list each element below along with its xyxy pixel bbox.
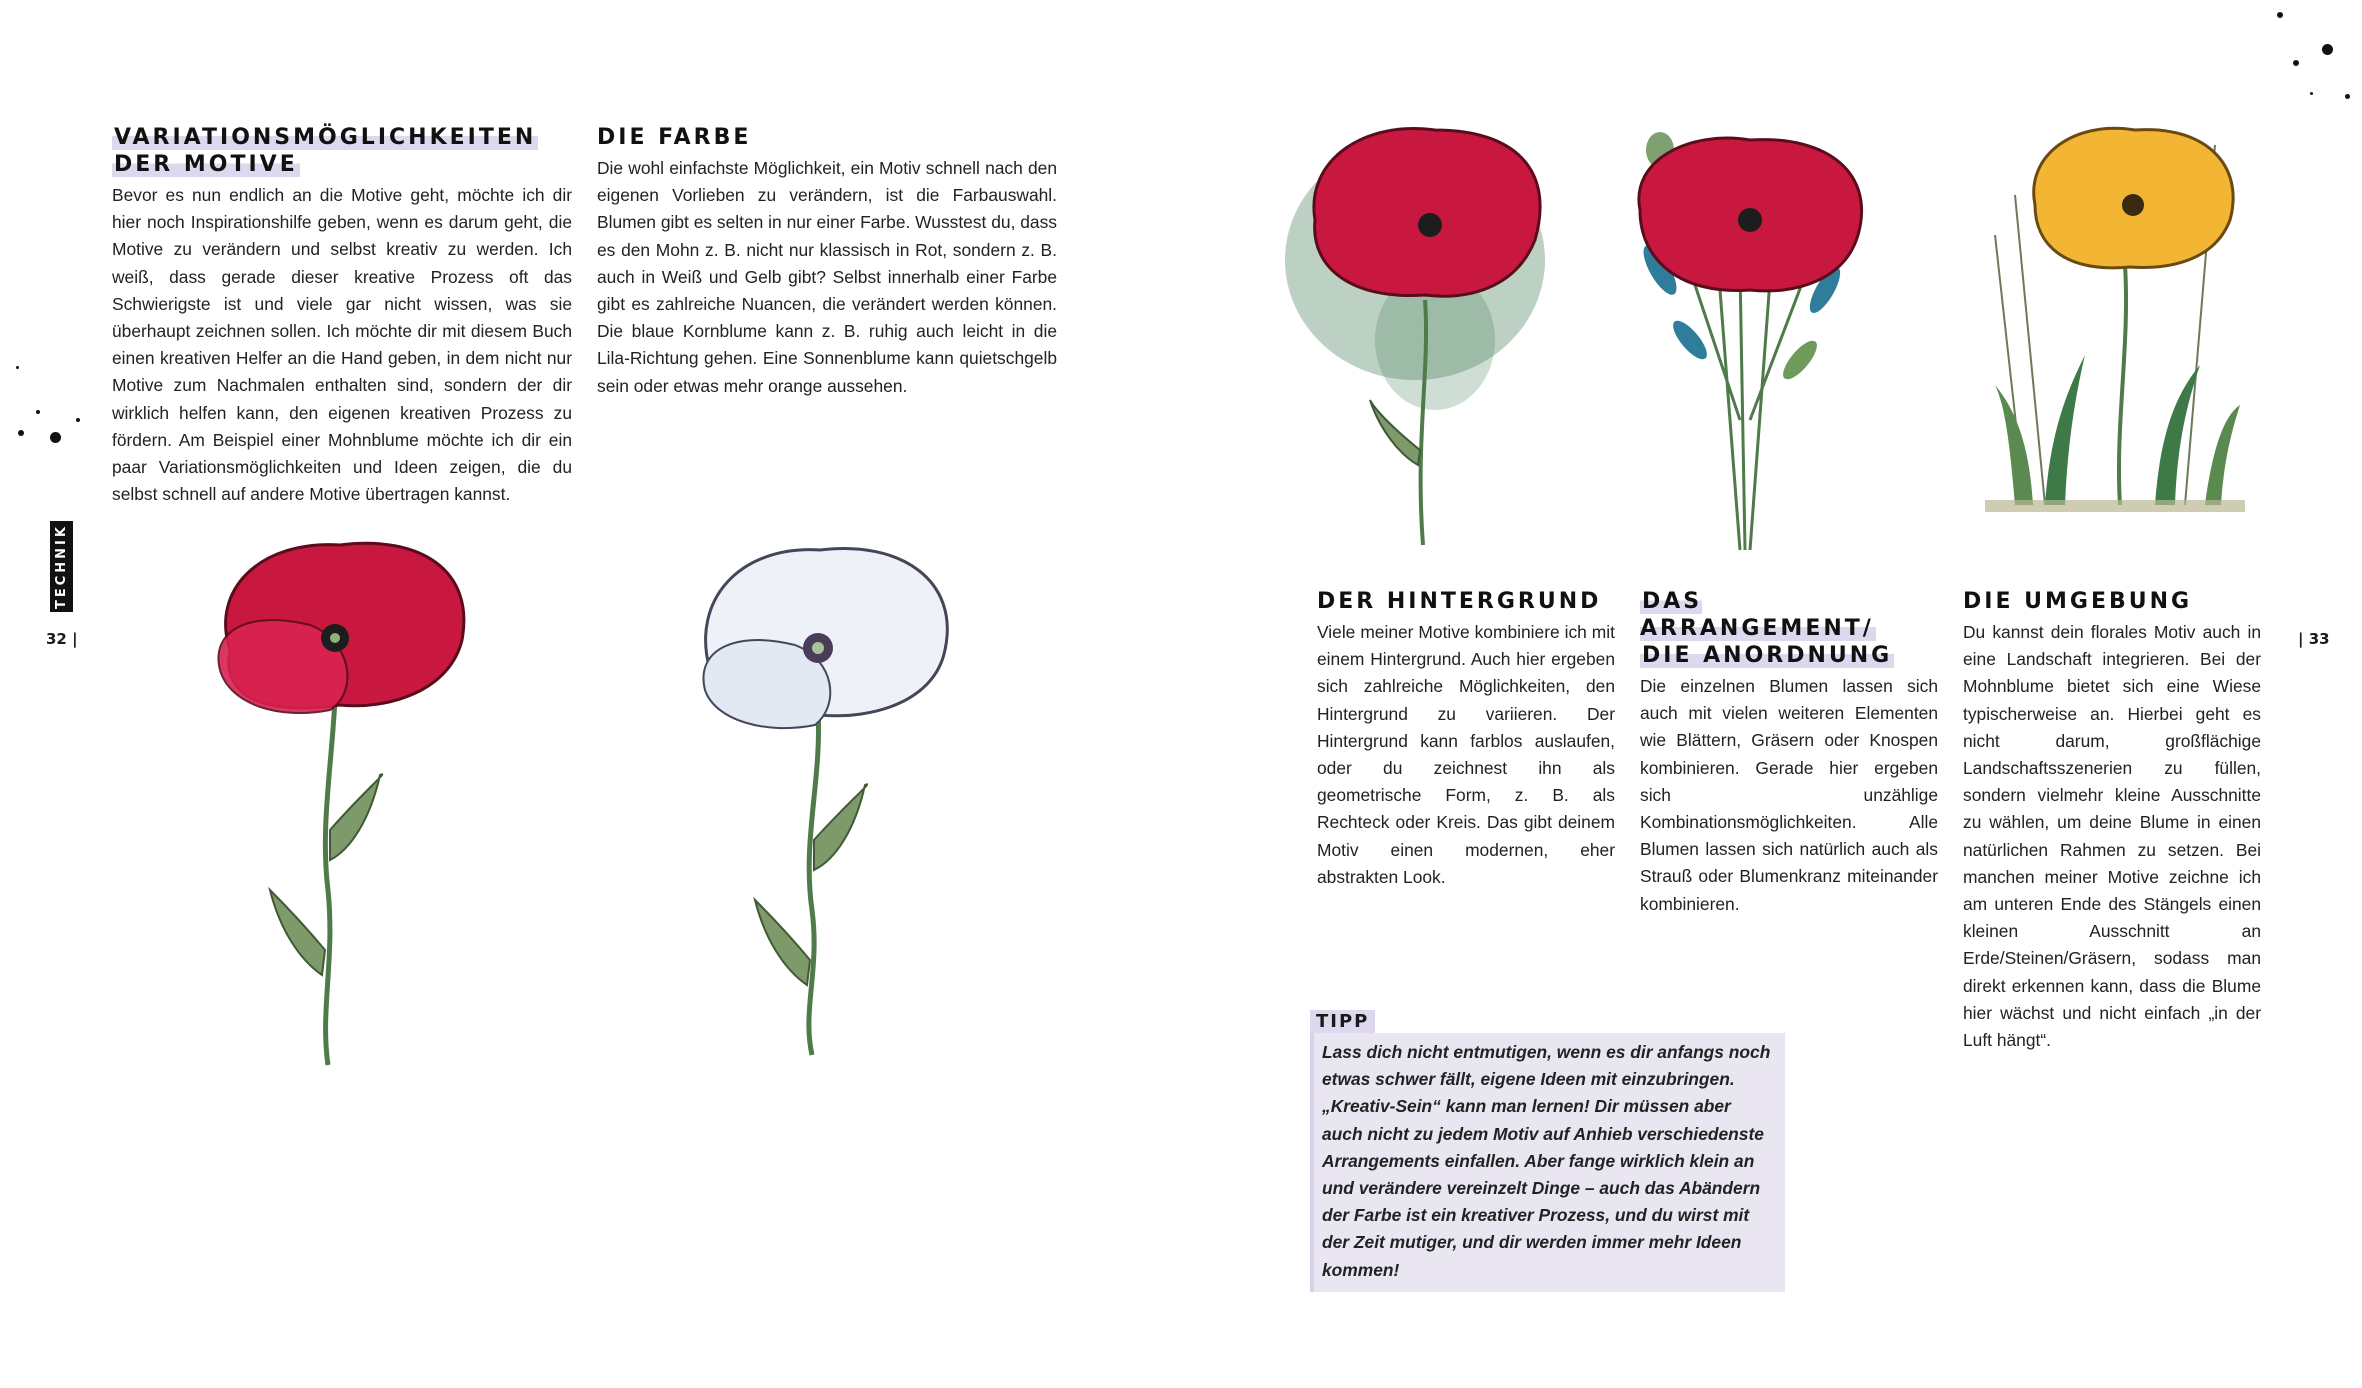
poppy-center	[2122, 194, 2144, 216]
ink-dot	[2277, 12, 2283, 18]
farbe-heading: DIE FARBE	[597, 125, 752, 150]
leaf	[814, 784, 867, 870]
poppy-with-background-illustration	[1265, 110, 1565, 550]
stem	[2119, 265, 2126, 505]
arrangement-section	[1640, 588, 1938, 918]
page-number-text: 32	[46, 630, 67, 648]
heading-line: DAS ARRANGEMENT/	[1640, 589, 1874, 641]
heading-line: VARIATIONSMÖGLICHKEITEN	[114, 125, 537, 150]
arrangement-text: Die einzelnen Blumen lassen sich auch mit vielen weiteren Elementen wie Blättern, Gräsern oder Knospen kombinieren. Gerade hier ergeben sich unzählige Kombinationsmöglichkeiten. Alle Blumen lassen sich natürlich auch als Strauß oder Blumenkranz miteinander kombinieren.	[1640, 676, 1938, 914]
umgebung-heading: DIE UMGEBUNG	[1963, 589, 2193, 614]
leaf	[1370, 400, 1420, 465]
page-number-text: 33	[2308, 630, 2330, 648]
ground	[1985, 500, 2245, 512]
intro-heading	[112, 124, 572, 178]
umgebung-text: Du kannst dein florales Motiv auch in eine Landschaft integrieren. Bei der Mohnblume bietet sich eine Wiese typischerweise an. Hierbei geht es nicht darum, großflächige Landschaftsszenerien zu füllen, sondern vielmehr kleine Ausschnitte zu wählen, um deine Blume in einen natürlichen Rahmen zu setzen. Bei manchen meiner Motive zeichne ich am unteren Ende des Stängels einen kleinen Ausschnitt an Erde/Steinen/Gräsern, sodass man direkt erkennen kann, dass die Blume hier wächst und nicht einfach „in der Luft hängt“.	[1963, 622, 2261, 1051]
ink-dot	[2310, 92, 2313, 95]
white-poppy-illustration	[690, 540, 960, 1060]
tip-section	[1310, 1010, 1785, 1292]
intro-text: Bevor es nun endlich an die Motive geht, möchte ich dir hier noch Inspirationshilfe geben, wenn es darum geht, die Motive zu verändern und selbst kreativ zu werden. Ich weiß, dass gerade dieser kreative Prozess oft das Schwierigste ist und viele gar nicht wissen, was sie überhaupt zeichnen sollen. Ich möchte dir mit diesem Buch einen kreativen Helfer an die Hand geben, in dem nicht nur Motive zum Nachmalen enthalten sind, sondern der dir wirklich helfen kann, den eigenen kreativen Prozess zu fördern. Am Beispiel einer Mohnblume möchte ich dir ein paar Variationsmöglichkeiten und Ideen zeigen, die du selbst schnell auf andere Motive übertragen kannst.	[112, 185, 572, 505]
hintergrund-section	[1317, 588, 1615, 891]
tip-label: TIPP	[1310, 1010, 1375, 1033]
hintergrund-text: Viele meiner Motive kombiniere ich mit einem Hintergrund. Auch hier ergeben sich zahlreiche Möglichkeiten, den Hintergrund zu variieren. Der Hintergrund kann farblos auslaufen, oder du zeichnest ihn als geometrische Form, z. B. als Rechteck oder Kreis. Das gibt deinem Motiv einen modernen, eher abstrakten Look.	[1317, 622, 1615, 887]
ink-dot	[36, 410, 40, 414]
leaf	[270, 890, 325, 975]
hintergrund-heading: DER HINTERGRUND	[1317, 589, 1602, 614]
poppy-meadow-illustration	[1955, 105, 2265, 525]
arrangement-heading	[1640, 588, 1938, 669]
red-poppy-illustration	[200, 530, 480, 1070]
farbe-section	[597, 124, 1057, 400]
farbe-text: Die wohl einfachste Möglichkeit, ein Motiv schnell nach den eigenen Vorlieben zu verändern, ist die Farbauswahl. Blumen gibt es selten in nur einer Farbe. Wusstest du, dass es den Mohn z. B. nicht nur klassisch in Rot, sondern z. B. auch in Weiß und Gelb gibt? Selbst innerhalb einer Farbe gibt es zahlreiche Nuancen, die verändert werden können. Die blaue Kornblume kann z. B. ruhig auch leicht in die Lila-Richtung gehen. Eine Sonnenblume kann quietschgelb sein oder etwas mehr orange aussehen.	[597, 158, 1057, 396]
poppy-center	[1418, 213, 1442, 237]
poppy-center	[1738, 208, 1762, 232]
ink-dot	[76, 418, 80, 422]
stem	[809, 710, 819, 1055]
ink-dot	[2293, 60, 2299, 66]
ink-dot	[2345, 94, 2350, 99]
heading-line: DIE ANORDNUNG	[1642, 643, 1893, 668]
grass	[2155, 365, 2200, 505]
leaf	[1778, 336, 1823, 384]
intro-section	[112, 124, 572, 508]
leaf	[755, 900, 810, 985]
leaf	[1668, 316, 1713, 364]
leaf	[330, 774, 382, 860]
tip-text: Lass dich nicht entmutigen, wenn es dir anfangs noch etwas schwer fällt, eigene Ideen mit einzubringen. „Kreativ-Sein“ kann man lernen! Dir müssen aber auch nicht zu jedem Motiv auf Anhieb verschiedenste Arrangements einfallen. Aber fange wirklich klein an und verändere vereinzelt Dinge – auch das Abändern der Farbe ist ein kreativer Prozess, und du wirst mit der Zeit mutiger, und dir werden immer mehr Ideen kommen!	[1322, 1042, 1771, 1280]
tip-box	[1310, 1033, 1785, 1292]
ink-dot	[18, 430, 24, 436]
petal	[1314, 128, 1540, 296]
grass	[2045, 355, 2085, 505]
heading-line: DER MOTIVE	[114, 152, 298, 177]
section-tab: TECHNIK	[50, 521, 73, 612]
page-number-right: | 33	[2298, 630, 2330, 648]
page-number-left: 32 |	[46, 630, 78, 648]
ink-dot	[2322, 44, 2333, 55]
poppy-arrangement-illustration	[1600, 120, 1890, 560]
ink-dot	[50, 432, 61, 443]
grass	[2205, 405, 2240, 505]
umgebung-section	[1963, 588, 2261, 1054]
ink-dot	[16, 366, 19, 369]
